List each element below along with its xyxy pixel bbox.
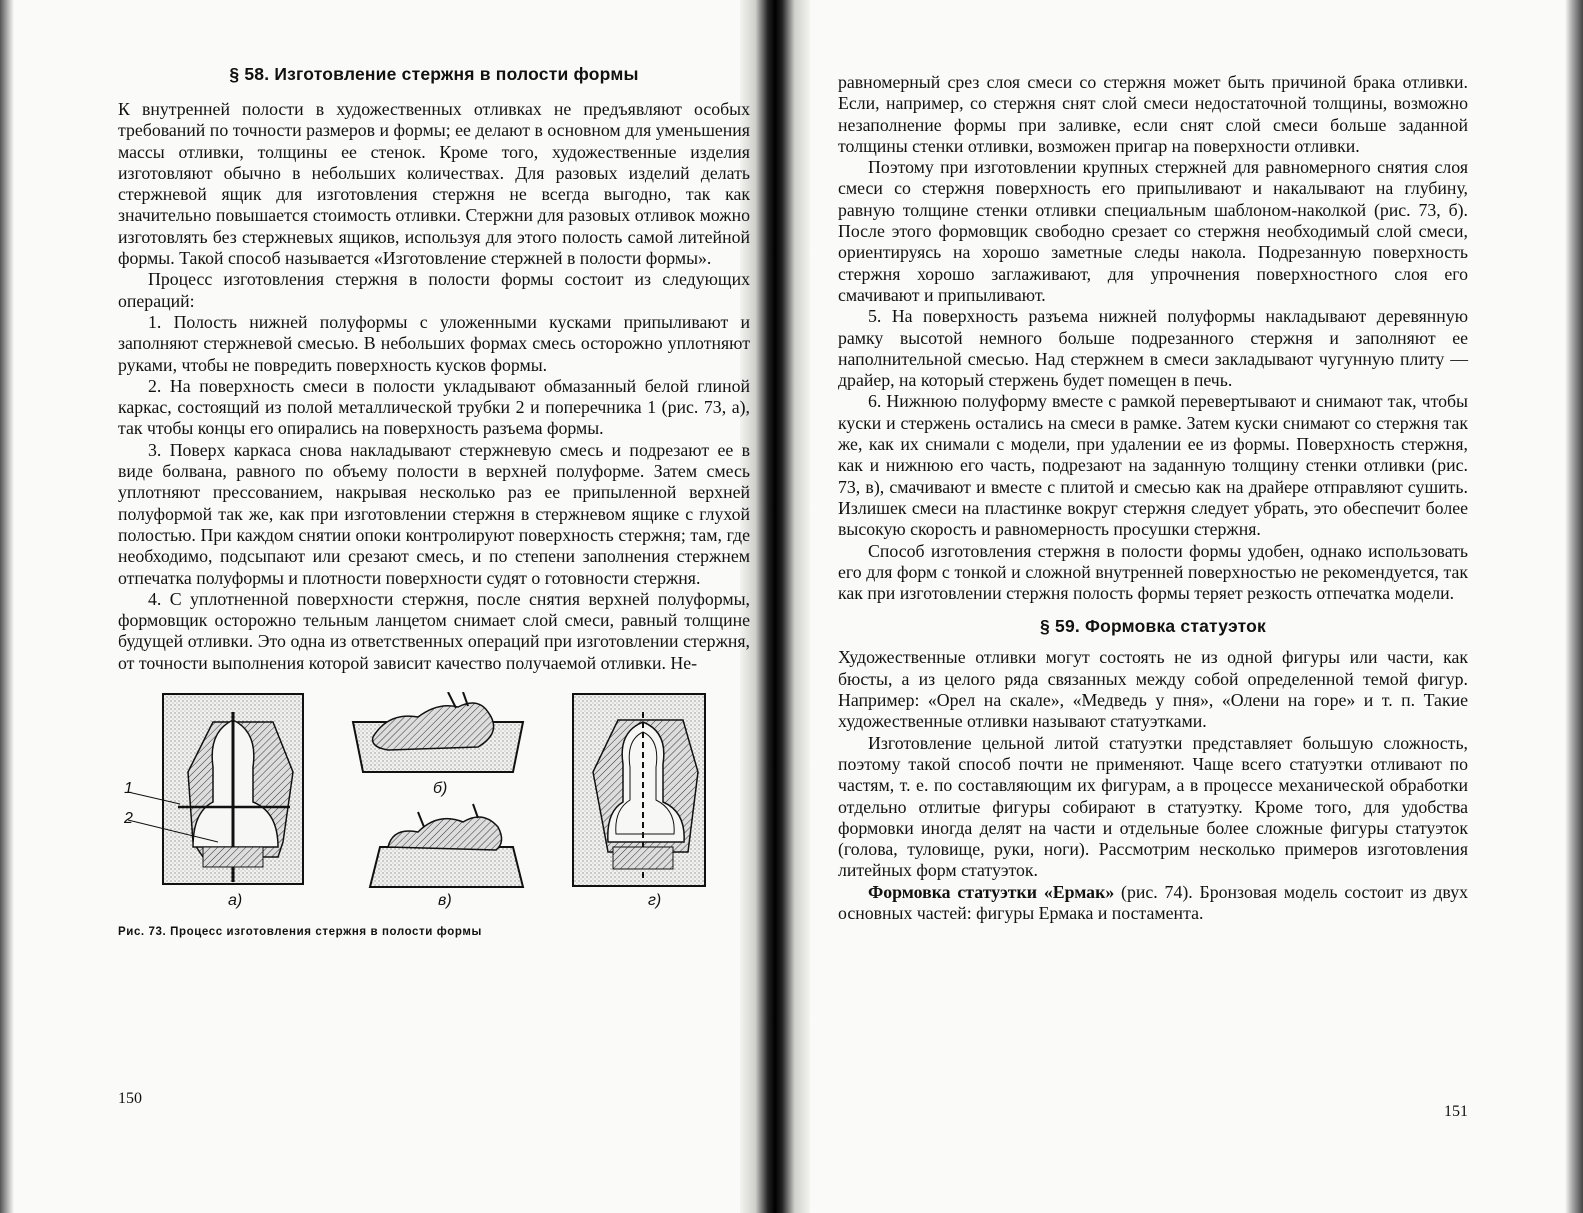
paragraph: 2. На поверхность смеси в полости укладывают обмазанный белой глиной каркас, состоящий из полой металлической трубки 2 и поперечника 1 (рис. 73, а), так чтобы концы его опирались на поверхность разъема формы. — [118, 375, 750, 439]
book-spine — [740, 0, 810, 1213]
figure-panel-v — [370, 804, 523, 887]
figure-label-1: 1 — [124, 780, 133, 798]
paragraph: Поэтому при изготовлении крупных стержней для равномерного снятия слоя смеси со стержня поверхность его припыливают и накалывают на глубину, равную толщине стенки отливки специальным шаблоном-наколкой (рис. 73, б). После этого формовщик свободно срезает со стержня необходимый слой смеси, ориентируясь на хорошо заметные следы накола. Подрезанную поверхность стержня хорошо заглаживают, для упрочнения поверхностного слоя его смачивают и припыливают. — [838, 157, 1468, 305]
paragraph: 3. Поверх каркаса снова накладывают стержневую смесь и подрезают ее в виде болвана, равного по объему полости в верхней полуформе. Затем смесь уплотняют прессованием, накрывая несколько раз ее припыленной верхней полуформой так же, как при изготовлении стержня в стержневом ящике с глухой полостью. При каждом снятии опоки контролируют поверхность стержня; там, где необходимо, подсыпают или срезают смесь, и по степени заполнения стержнем отпечатка полуформы и плотности поверхности судят о готовности стержня. — [118, 439, 750, 588]
paragraph: Изготовление цельной литой статуэтки представляет большую сложность, поэтому такой способ почти не применяют. Чаще всего статуэтки отливают по частям, т. е. по составляющим их фигурам, а в процессе механической обработки отдельно отлитые фигуры собирают в статуэтку. Кроме того, для удобства формовки иногда делят на части и отдельные более сложные фигуры статуэток (голова, туловище, руки, ноги). Рассмотрим несколько примеров изготовления литейных форм статуэток. — [838, 732, 1468, 881]
page-number: 150 — [118, 1090, 142, 1107]
figure-label-g: г) — [648, 892, 662, 910]
paragraph: 4. С уплотненной поверхности стержня, после снятия верхней полуформы, формовщик осторожно тельным ланцетом снимает слой смеси, равный толщине будущей отливки. Это одна из ответственных операций при изготовлении стержня, от точности выполнения которой зависит качество получаемой отливки. Не- — [118, 588, 750, 673]
figure-panel-g — [573, 694, 705, 886]
paragraph-ermak — [838, 882, 1468, 925]
paragraph: 1. Полость нижней полуформы с уложенными кусками припыливают и заполняют стержневой смесью. В небольших формах смесь осторожно уплотняют руками, чтобы не повредить поверхность кусков формы. — [118, 311, 750, 375]
figure-panel-a — [128, 694, 303, 884]
paragraph-run-in-heading: Формовка статуэтки «Ермак» — [868, 881, 1115, 902]
figure-label-v: в) — [438, 892, 452, 910]
figure-caption: Рис. 73. Процесс изготовления стержня в полости формы — [118, 926, 482, 939]
figure-73 — [118, 692, 750, 924]
paragraph: 6. Нижнюю полуформу вместе с рамкой перевертывают и снимают так, чтобы куски и стержень остались на смеси в рамке. Затем куски снимают со стержня так же, как их снимали с модели, при удалении ее из формы. Поверхность стержня, как и нижнюю его часть, подрезают на заданную толщину стенки отливки (рис. 73, в), смачивают и вместе с плитой и смесью как на драйере отправляют сушить. Излишек смеси на пластинке вокруг стержня следует убрать, это обеспечит более высокую скорость и равномерность просушки стержня. — [838, 391, 1468, 540]
paragraph: К внутренней полости в художественных отливках не предъявляют особых требований по точности размеров и формы; ее делают в основном для уменьшения массы отливки, толщины ее стенок. Кроме того, художественные изделия изготовляют обычно в небольших количествах. Для разовых изделий делать стержневой ящик для изготовления стержня не всегда выгодно, так как значительно повышается стоимость отливки. Стержни для разовых отливок можно изготовлять без стержневых ящиков, используя для этого полость самой литейной формы. Такой способ называется «Изготовление стержней в полости формы». — [118, 99, 750, 269]
paragraph: Способ изготовления стержня в полости формы удобен, однако использовать его для форм с тонкой и сложной внутренней поверхностью не рекомендуется, так как при изготовлении стержня полость формы теряет резкость отпечатка модели. — [838, 540, 1468, 604]
right-page — [838, 0, 1468, 1213]
figure-label-2: 2 — [124, 810, 133, 828]
figure-73-drawing — [118, 692, 750, 924]
figure-panel-b — [353, 692, 523, 772]
paragraph-text: (рис. 74). Бронзовая модель состоит из двух основных частей: фигуры Ермака и постамента. — [838, 881, 1468, 923]
paragraph: Процесс изготовления стержня в полости формы состоит из следующих операций: — [118, 269, 750, 311]
section-heading-58: § 58. Изготовление стержня в полости формы — [229, 64, 639, 84]
figure-label-b: б) — [433, 780, 448, 798]
page-number: 151 — [1444, 1103, 1468, 1120]
page-edge-right — [1565, 0, 1583, 1213]
paragraph: Художественные отливки могут состоять не из одной фигуры или части, как бюсты, а из целого ряда связанных между собой определенной темой фигур. Например: «Орел на скале», «Медведь у пня», «Олени на горе» и т. п. Такие художественные отливки называют статуэтками. — [838, 647, 1468, 732]
paragraph: 5. На поверхность разъема нижней полуформы накладывают деревянную рамку высотой немного больше подрезанного стержня и заполняют ее наполнительной смесью. Над стержнем в смеси закладывают чугунную плиту — драйер, на который стержень будет помещен в печь. — [838, 306, 1468, 391]
figure-label-a: а) — [228, 892, 243, 910]
section-heading-59: § 59. Формовка статуэток — [1040, 616, 1266, 637]
left-page — [118, 0, 750, 1213]
paragraph: равномерный срез слоя смеси со стержня может быть причиной брака отливки. Если, например, со стержня снят слой смеси недостаточной толщины, возможно незаполнение формы при заливке, если снят слой смеси больше заданной толщины стенки отливки, возможен пригар на поверхности отливки. — [838, 72, 1468, 156]
page-edge-left — [0, 0, 14, 1213]
